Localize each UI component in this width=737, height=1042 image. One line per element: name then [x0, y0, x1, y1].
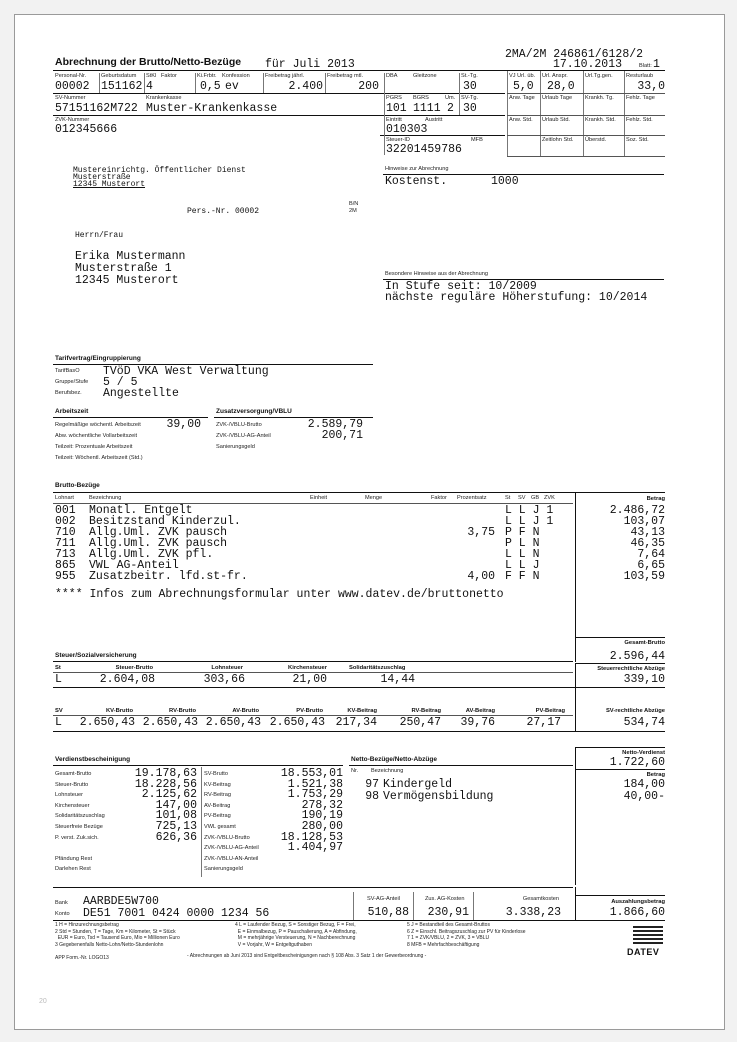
label-url-tg-gen: Url.Tg.gen. [585, 73, 613, 79]
brutto-kennzeichen: L L J [505, 559, 540, 572]
recipient-street: Musterstraße 1 [75, 262, 172, 275]
footnote-line: M = mehrjährige Versteuerung, N = Nachberechnung [235, 935, 356, 941]
label-stkl: StKl [146, 73, 157, 79]
divider [575, 637, 665, 638]
salutation: Herrn/Frau [75, 231, 124, 240]
netto-verdienst-label: Netto-Verdienst [622, 750, 665, 756]
footnote-line: 3 Gegebenenfalls Netto-Lohn/Netto-Stundenlohn [55, 941, 164, 948]
divider [325, 73, 326, 93]
verdienst-left-value: 18.228,56 [134, 777, 197, 791]
verdienst-left-label: Steuerfreie Bezüge [55, 824, 103, 830]
verdienst-right-value: 1.753,29 [287, 788, 343, 802]
divider [575, 747, 576, 885]
netto-verdienst-value: 1.722,60 [609, 756, 665, 769]
netto-col-nr: Nr. [351, 768, 359, 774]
brutto-bezeichnung: VWL AG-Anteil [89, 559, 179, 572]
st-tg: 30 [463, 80, 477, 93]
brutto-bezeichnung: Besitzstand Kinderzul. [89, 515, 241, 528]
footnote-line: E = Einmalbezug, P = Pauschalierung, A = Abfindung, [235, 928, 357, 935]
bgrs: 1111 [413, 102, 441, 115]
brutto-kennzeichen: P L N [505, 537, 540, 550]
label-austritt: Austritt [425, 117, 443, 123]
berufsbez-value: Angestellte [103, 387, 179, 400]
verdienst-left-label: Pfändung Rest [55, 855, 93, 862]
col-faktor: Faktor [431, 495, 447, 501]
sv-nummer: 57151162M722 [55, 102, 138, 115]
zvk-ag-anteil: 200,71 [321, 429, 363, 442]
konto-label: Konto [55, 911, 70, 917]
tarif-value: TVöD VKA West Verwaltung [103, 365, 269, 378]
period: für Juli 2013 [265, 58, 355, 71]
label-rv-beitrag: RV-Beitrag [411, 708, 441, 714]
label-um: Um. [445, 95, 456, 101]
steuer-heading: Steuer/Sozialversicherung [55, 652, 137, 659]
col-einheit: Einheit [310, 495, 328, 501]
label-krankh-std: Krankh. Std. [585, 117, 616, 123]
label-pgrs: PGRS [386, 95, 402, 101]
divider [575, 895, 665, 896]
av-brutto-value: 2.650,43 [205, 716, 261, 729]
label-sv-tg: SV-Tg. [461, 95, 479, 101]
auszahlung-value: 1.866,60 [609, 906, 665, 919]
netto-bezeichnung: Kindergeld [383, 778, 453, 791]
verdienst-right-label: ZVK-/VBLU-Brutto [204, 834, 250, 841]
gesamtkosten-label: Gesamtkosten [522, 896, 559, 902]
label-zvk-ag-anteil: ZVK-/VBLU-AG-Anteil [216, 433, 271, 439]
stkl: 4 [146, 80, 153, 93]
zus-ag-value: 230,91 [427, 906, 469, 919]
steuer-brutto-value: 2.604,08 [99, 673, 155, 686]
divider [99, 73, 100, 93]
col-betrag: Betrag [646, 496, 665, 502]
col-menge: Menge [365, 495, 383, 501]
page-number: 20 [39, 998, 47, 1005]
verdienst-right-label: KV-Beitrag [204, 781, 231, 788]
label-st-tg: St.-Tg. [461, 73, 478, 79]
divider [575, 887, 576, 921]
label-bgrs: BGRS [413, 95, 429, 101]
divider [53, 731, 665, 732]
label-teilzeit-stunden: Teilzeit: Wöchentl. Arbeitszeit (Std.) [55, 455, 143, 461]
brutto-faktor: 4,00 [467, 570, 495, 583]
verdienst-right-value: 18.553,01 [280, 767, 343, 780]
footnote-line: 7 1 = ZVK/VBLU, 2 = ZVK, 3 = VBLU [407, 935, 490, 941]
verdienst-right-label: SV-Brutto [204, 771, 228, 777]
brutto-betrag: 103,07 [623, 515, 665, 528]
konto-value: DE51 7001 0424 0000 1234 56 [83, 907, 270, 920]
label-gleitzone: Gleitzone [413, 73, 437, 79]
divider [53, 70, 665, 71]
lohnsteuer-value: 303,66 [203, 673, 245, 686]
netto-betrag: 40,00- [623, 790, 665, 803]
brutto-lohnart: 711 [55, 537, 76, 550]
label-abw-arbeitszeit: Abw. wöchentliche Vollarbeitszeit [55, 433, 138, 439]
divider [507, 135, 665, 136]
col-gb: GB [531, 495, 540, 501]
verdienst-right-value: 280,00 [301, 820, 343, 833]
verdienst-left-value: 626,36 [155, 830, 197, 844]
label-zvk-brutto: ZVK-/VBLU-Brutto [216, 422, 262, 428]
bank-label: Bank [55, 900, 68, 906]
verdienst-left-label: Darlehen Rest [55, 866, 91, 873]
personal-nr: 00002 [55, 80, 90, 93]
divider [575, 663, 576, 731]
reference-number: 2MA/2M 246861/6128/2 [505, 48, 644, 61]
zvk-nummer: 012345666 [55, 123, 118, 136]
label-faktor: Faktor [161, 73, 177, 79]
freibetrag-mtl: 200 [358, 80, 379, 93]
label-rv-brutto: RV-Brutto [169, 708, 196, 714]
brutto-faktor: 3,75 [467, 526, 495, 539]
document-title: Abrechnung der Brutto/Netto-Bezüge [55, 56, 242, 68]
footnote-line: 6 Z = Einschl. Beitragszuschlag zur PV für Kinderlose [407, 928, 526, 935]
sv-ag-value: 510,88 [367, 906, 409, 919]
divider [53, 887, 573, 888]
sv-tg: 30 [463, 102, 477, 115]
label-urlaub-std: Urlaub Std. [542, 117, 570, 123]
verdienst-right-value: 190,19 [301, 809, 343, 823]
divider [53, 687, 665, 688]
brutto-bezeichnung: Allg.Uml. ZVK pausch [89, 526, 228, 539]
label-teilzeit-prozent: Teilzeit: Prozentuale Arbeitszeit [55, 444, 133, 450]
label-fehlz-tage: Fehlz. Tage [626, 95, 655, 101]
kostenst-label: Kostenst. [385, 175, 448, 188]
label-anw-tage: Anw. Tage [509, 95, 535, 101]
label-st: St [55, 665, 61, 671]
regel-arbeitszeit-value: 39,00 [166, 418, 201, 431]
zusatz-heading: Zusatzversorgung/VBLU [216, 408, 292, 415]
konfession: ev [225, 80, 239, 93]
verdienst-right-label: Sanierungsgeld [204, 866, 243, 873]
bank-value: AARBDE5W700 [83, 895, 159, 908]
auszahlung-label: Auszahlungsbetrag [611, 899, 665, 905]
pv-brutto-value: 2.650,43 [269, 716, 325, 729]
label-freibetrag-jaehrl: Freibetrag jährl. [265, 73, 305, 79]
label-vj-url: VJ Url. üb. [509, 73, 536, 79]
verdienst-left-label: P. verst. Zuk.sich. [55, 834, 99, 841]
brutto-betrag: 103,59 [623, 570, 665, 583]
brutto-kennzeichen: F F N [505, 570, 540, 583]
st-value: L [55, 673, 62, 686]
verdienst-right-label: PV-Beitrag [204, 813, 231, 820]
resturlaub: 33,0 [637, 80, 665, 93]
label-kv-beitrag: KV-Beitrag [347, 708, 377, 714]
label-berufsbez: Berufsbez. [55, 390, 82, 396]
footnote-line: 8 MFB = Mehrfachbeschäftigung [407, 941, 480, 948]
label-regel-arbeitszeit: Regelmäßige wöchentl. Arbeitszeit [55, 422, 141, 428]
blatt-number: 1 [653, 58, 660, 71]
divider [201, 767, 202, 877]
label-pv-beitrag: PV-Beitrag [535, 708, 565, 714]
divider [53, 492, 665, 493]
divider [413, 892, 414, 920]
divider [349, 765, 573, 766]
verdienst-left-value: 19.178,63 [134, 767, 197, 780]
brutto-lohnart: 002 [55, 515, 76, 528]
brutto-lohnart: 710 [55, 526, 76, 539]
vj-url: 5,0 [513, 80, 534, 93]
label-fehlz-std: Fehlz. Std. [626, 117, 653, 123]
divider [507, 115, 665, 116]
brutto-kennzeichen: L L J 1 [505, 515, 554, 528]
brutto-lohnart: 001 [55, 504, 76, 517]
verdienst-left-value: 147,00 [155, 798, 197, 812]
verdienst-heading: Verdienstbescheinigung [55, 756, 131, 763]
freibetrag-jaehrl: 2.400 [288, 80, 323, 93]
label-tarifbaso: TarifBasO [55, 368, 80, 374]
gesamt-brutto-label: Gesamt-Brutto [624, 640, 665, 646]
bn-code-top: B/N [349, 201, 359, 207]
divider [575, 663, 665, 664]
label-kifrbtr: Ki.Frbtr. [197, 73, 217, 79]
label-kv-brutto: KV-Brutto [105, 708, 133, 714]
kirchensteuer-value: 21,00 [292, 673, 327, 686]
besondere-line-2: nächste reguläre Höherstufung: 10/2014 [385, 291, 648, 304]
hinweise-label: Hinweise zur Abrechnung [385, 166, 449, 172]
brutto-kennzeichen: L L N [505, 548, 540, 561]
brutto-kennzeichen: L L J 1 [505, 504, 554, 517]
netto-col-bezeichnung: Bezeichnung [371, 768, 404, 774]
sender-line-3: 12345 Musterort [73, 180, 146, 189]
divider [507, 93, 665, 94]
sv-abzuege-label: SV-rechtliche Abzüge [605, 708, 665, 714]
rv-brutto-value: 2.650,43 [142, 716, 198, 729]
label-freibetrag-mtl: Freibetrag mtl. [327, 73, 364, 79]
besondere-hinweise-label: Besondere Hinweise aus der Abrechnung [385, 271, 488, 277]
kostenst-value: 1000 [491, 175, 519, 188]
divider [575, 769, 665, 770]
brutto-lohnart: 865 [55, 559, 76, 572]
gesamtkosten-value: 3.338,23 [505, 906, 561, 919]
brutto-bezeichnung: Allg.Uml. ZVK pfl. [89, 548, 214, 561]
brutto-heading: Brutto-Bezüge [55, 482, 100, 489]
pgrs: 101 [386, 102, 407, 115]
footnote-line: 5 J = Bestandteil des Gesamt-Bruttos [407, 922, 490, 928]
label-krankenkasse: Krankenkasse [146, 95, 182, 101]
steuer-abzuege-label: Steuerrechtliche Abzüge [597, 666, 665, 672]
soli-value: 14,44 [380, 673, 415, 686]
netto-heading: Netto-Bezüge/Netto-Abzüge [351, 756, 437, 763]
label-zeitlohn-std: Zeitlohn Std. [542, 137, 574, 143]
kv-brutto-value: 2.650,43 [79, 716, 135, 729]
kv-beitrag-value: 217,34 [335, 716, 377, 729]
divider [540, 71, 541, 157]
rv-beitrag-value: 250,47 [399, 716, 441, 729]
label-lohnsteuer: Lohnsteuer [211, 665, 243, 671]
gruppe-stufe-value: 5 / 5 [103, 376, 138, 389]
label-geburtsdatum: Geburtsdatum [101, 73, 137, 79]
brutto-betrag: 7,64 [637, 548, 665, 561]
verdienst-right-value: 278,32 [301, 798, 343, 812]
label-kirchensteuer: Kirchensteuer [288, 665, 327, 671]
divider [624, 71, 625, 157]
verdienst-left-value: 2.125,62 [141, 788, 197, 802]
label-steuer-id: Steuer-ID [386, 137, 410, 143]
verdienst-right-label: ZVK-/VBLU-AG-Anteil [204, 845, 259, 852]
divider [380, 135, 505, 136]
col-prozentsatz: Prozentsatz [457, 495, 487, 501]
recipient-city: 12345 Musterort [75, 274, 179, 287]
divider [507, 156, 665, 157]
eintritt: 010303 [386, 123, 428, 136]
brutto-bezeichnung: Zusatzbeitr. lfd.st-fr. [89, 570, 248, 583]
divider [53, 920, 665, 921]
divider [459, 73, 460, 115]
label-soli: Solidaritätszuschlag [349, 665, 406, 671]
info-note: **** Infos zum Abrechnungsformular unter www.datev.de/bruttonetto [55, 588, 504, 601]
recipient-name: Erika Mustermann [75, 250, 186, 263]
verdienst-left-label: Solidaritätszuschlag [55, 813, 105, 820]
datev-logo-stripes-icon [633, 926, 663, 946]
verdienst-right-value: 1.521,38 [287, 777, 343, 791]
col-lohnart: Lohnart [55, 495, 74, 501]
label-sv: SV [55, 708, 63, 714]
divider [53, 661, 573, 662]
divider [384, 73, 385, 155]
verdienst-right-label: AV-Beitrag [204, 802, 231, 809]
divider [53, 115, 505, 116]
print-date: 17.10.2013 [553, 58, 623, 71]
zus-ag-label: Zus. AG-Kosten [425, 896, 465, 902]
verdienst-left-value: 101,08 [155, 809, 197, 823]
label-mfb: MFB [471, 137, 483, 143]
divider [53, 93, 505, 94]
label-krankh-tg: Krankh. Tg. [585, 95, 614, 101]
label-konfession: Konfession [222, 73, 250, 79]
verdienst-left-label: Steuer-Brutto [55, 781, 89, 788]
divider [575, 747, 665, 748]
divider [473, 892, 474, 920]
geburtsdatum: 151162 [101, 80, 143, 93]
label-av-beitrag: AV-Beitrag [465, 708, 495, 714]
pv-beitrag-value: 27,17 [526, 716, 561, 729]
footnote-line: 2 Std = Stunden, T = Tage, Km = Kilometer, St = Stück [55, 928, 176, 935]
verdienst-right-label: RV-Beitrag [204, 792, 231, 799]
verdienst-left-value: 725,13 [155, 820, 197, 833]
label-anw-std: Anw. Std. [509, 117, 533, 123]
label-url-anspr: Url. Anspr. [542, 73, 568, 79]
col-zvk: ZVK [544, 495, 555, 501]
label-ueberstd: Überstd. [585, 137, 607, 143]
label-sanierungsgeld: Sanierungsgeld [216, 444, 255, 450]
footnote-line: V = Vorjahr, W = Entgeltguthaben [235, 941, 312, 948]
label-soz-std: Soz. Std. [626, 137, 649, 143]
netto-bezeichnung: Vermögensbildung [383, 790, 494, 803]
label-dba: DBA [386, 73, 398, 79]
netto-col-betrag: Betrag [646, 772, 665, 778]
divider [507, 71, 508, 157]
brutto-betrag: 46,35 [630, 537, 665, 550]
um: 2 [447, 102, 454, 115]
netto-nr: 98 [365, 790, 379, 803]
brutto-betrag: 6,65 [637, 559, 665, 572]
datev-logo: DATEV [627, 947, 660, 957]
steuer-id: 32201459786 [386, 143, 462, 156]
verdienst-left-label: Lohnsteuer [55, 792, 83, 799]
divider [263, 73, 264, 93]
label-zvk-nummer: ZVK-Nummer [55, 117, 90, 123]
footnote-line: 4 L = Laufender Bezug, S = Sonstiger Bezug, F = Frei, [235, 922, 356, 928]
brutto-betrag: 43,13 [630, 526, 665, 539]
sender-line-1: Mustereinrichtg. Öffentlicher Dienst [73, 166, 246, 175]
verdienst-right-label: VWL gesamt [204, 824, 236, 830]
label-urlaub-tage: Urlaub Tage [542, 95, 573, 101]
pers-nr: Pers.-Nr. 00002 [187, 207, 260, 216]
verdienst-left-label: Kirchensteuer [55, 802, 90, 809]
footnotes-col-3 [407, 922, 526, 948]
divider [583, 71, 584, 157]
label-sv-nummer: SV-Nummer [55, 95, 86, 101]
footnotes-col-1 [55, 922, 180, 948]
sender-line-2: Musterstraße [73, 173, 131, 182]
footnote-line: EUR = Euro, Tsd = Tausend Euro, Mio = Millionen Euro [55, 935, 180, 941]
kifrbtr: 0,5 [200, 80, 221, 93]
divider [53, 765, 343, 766]
verdienst-right-value: 18.128,53 [280, 830, 343, 844]
legal-note: - Abrechnungen ab Juni 2013 sind Entgeltbescheinigungen nach § 108 Abs. 3 Satz 1 der Gewerbeordnung - [187, 953, 427, 959]
netto-betrag: 184,00 [623, 778, 665, 791]
label-av-brutto: AV-Brutto [232, 708, 259, 714]
label-personal-nr: Personal-Nr. [55, 73, 87, 79]
brutto-kennzeichen: P F N [505, 526, 540, 539]
divider [353, 892, 354, 920]
sv-value: L [55, 716, 62, 729]
footnotes-col-2 [235, 922, 357, 948]
av-beitrag-value: 39,76 [460, 716, 495, 729]
verdienst-right-label: ZVK-/VBLU-AN-Anteil [204, 855, 259, 862]
krankenkasse: Muster-Krankenkasse [146, 102, 278, 115]
url-anspr: 28,0 [547, 80, 575, 93]
tarif-heading: Tarifvertrag/Eingruppierung [55, 355, 141, 362]
besondere-line-1: In Stufe seit: 10/2009 [385, 280, 537, 293]
brutto-lohnart: 713 [55, 548, 76, 561]
sv-abzuege-value: 534,74 [623, 716, 665, 729]
footnote-line: 1 H = Hinzurechnungsbetrag [55, 922, 119, 928]
col-bezeichnung: Bezeichnung [89, 495, 122, 501]
brutto-betrag: 2.486,72 [609, 504, 665, 517]
label-gruppe-stufe: Gruppe/Stufe [55, 379, 89, 385]
zvk-brutto: 2.589,79 [307, 418, 363, 431]
label-pv-brutto: PV-Brutto [296, 708, 323, 714]
gesamt-brutto-value: 2.596,44 [609, 650, 665, 663]
brutto-bezeichnung: Monatl. Entgelt [89, 504, 193, 517]
verdienst-left-label: Gesamt-Brutto [55, 771, 92, 777]
label-eintritt: Eintritt [386, 117, 402, 123]
arbeitszeit-heading: Arbeitszeit [55, 408, 89, 415]
label-resturlaub: Resturlaub [626, 73, 654, 79]
payslip-sheet [14, 14, 725, 1030]
steuer-abzuege-value: 339,10 [623, 673, 665, 686]
label-steuer-brutto: Steuer-Brutto [115, 665, 153, 671]
brutto-bezeichnung: Allg.Uml. ZVK pausch [89, 537, 228, 550]
divider [144, 73, 145, 93]
bn-code-bottom: 2M [349, 208, 357, 214]
sv-ag-label: SV-AG-Anteil [367, 896, 400, 902]
divider [195, 73, 196, 93]
col-sv: SV [518, 495, 526, 501]
blatt-label: Blatt: [639, 63, 652, 69]
netto-nr: 97 [365, 778, 379, 791]
form-number: APP Form.-Nr. LOGO13 [55, 955, 109, 961]
col-st: St [505, 495, 511, 501]
brutto-lohnart: 955 [55, 570, 76, 583]
verdienst-right-value: 1.404,97 [287, 841, 343, 855]
